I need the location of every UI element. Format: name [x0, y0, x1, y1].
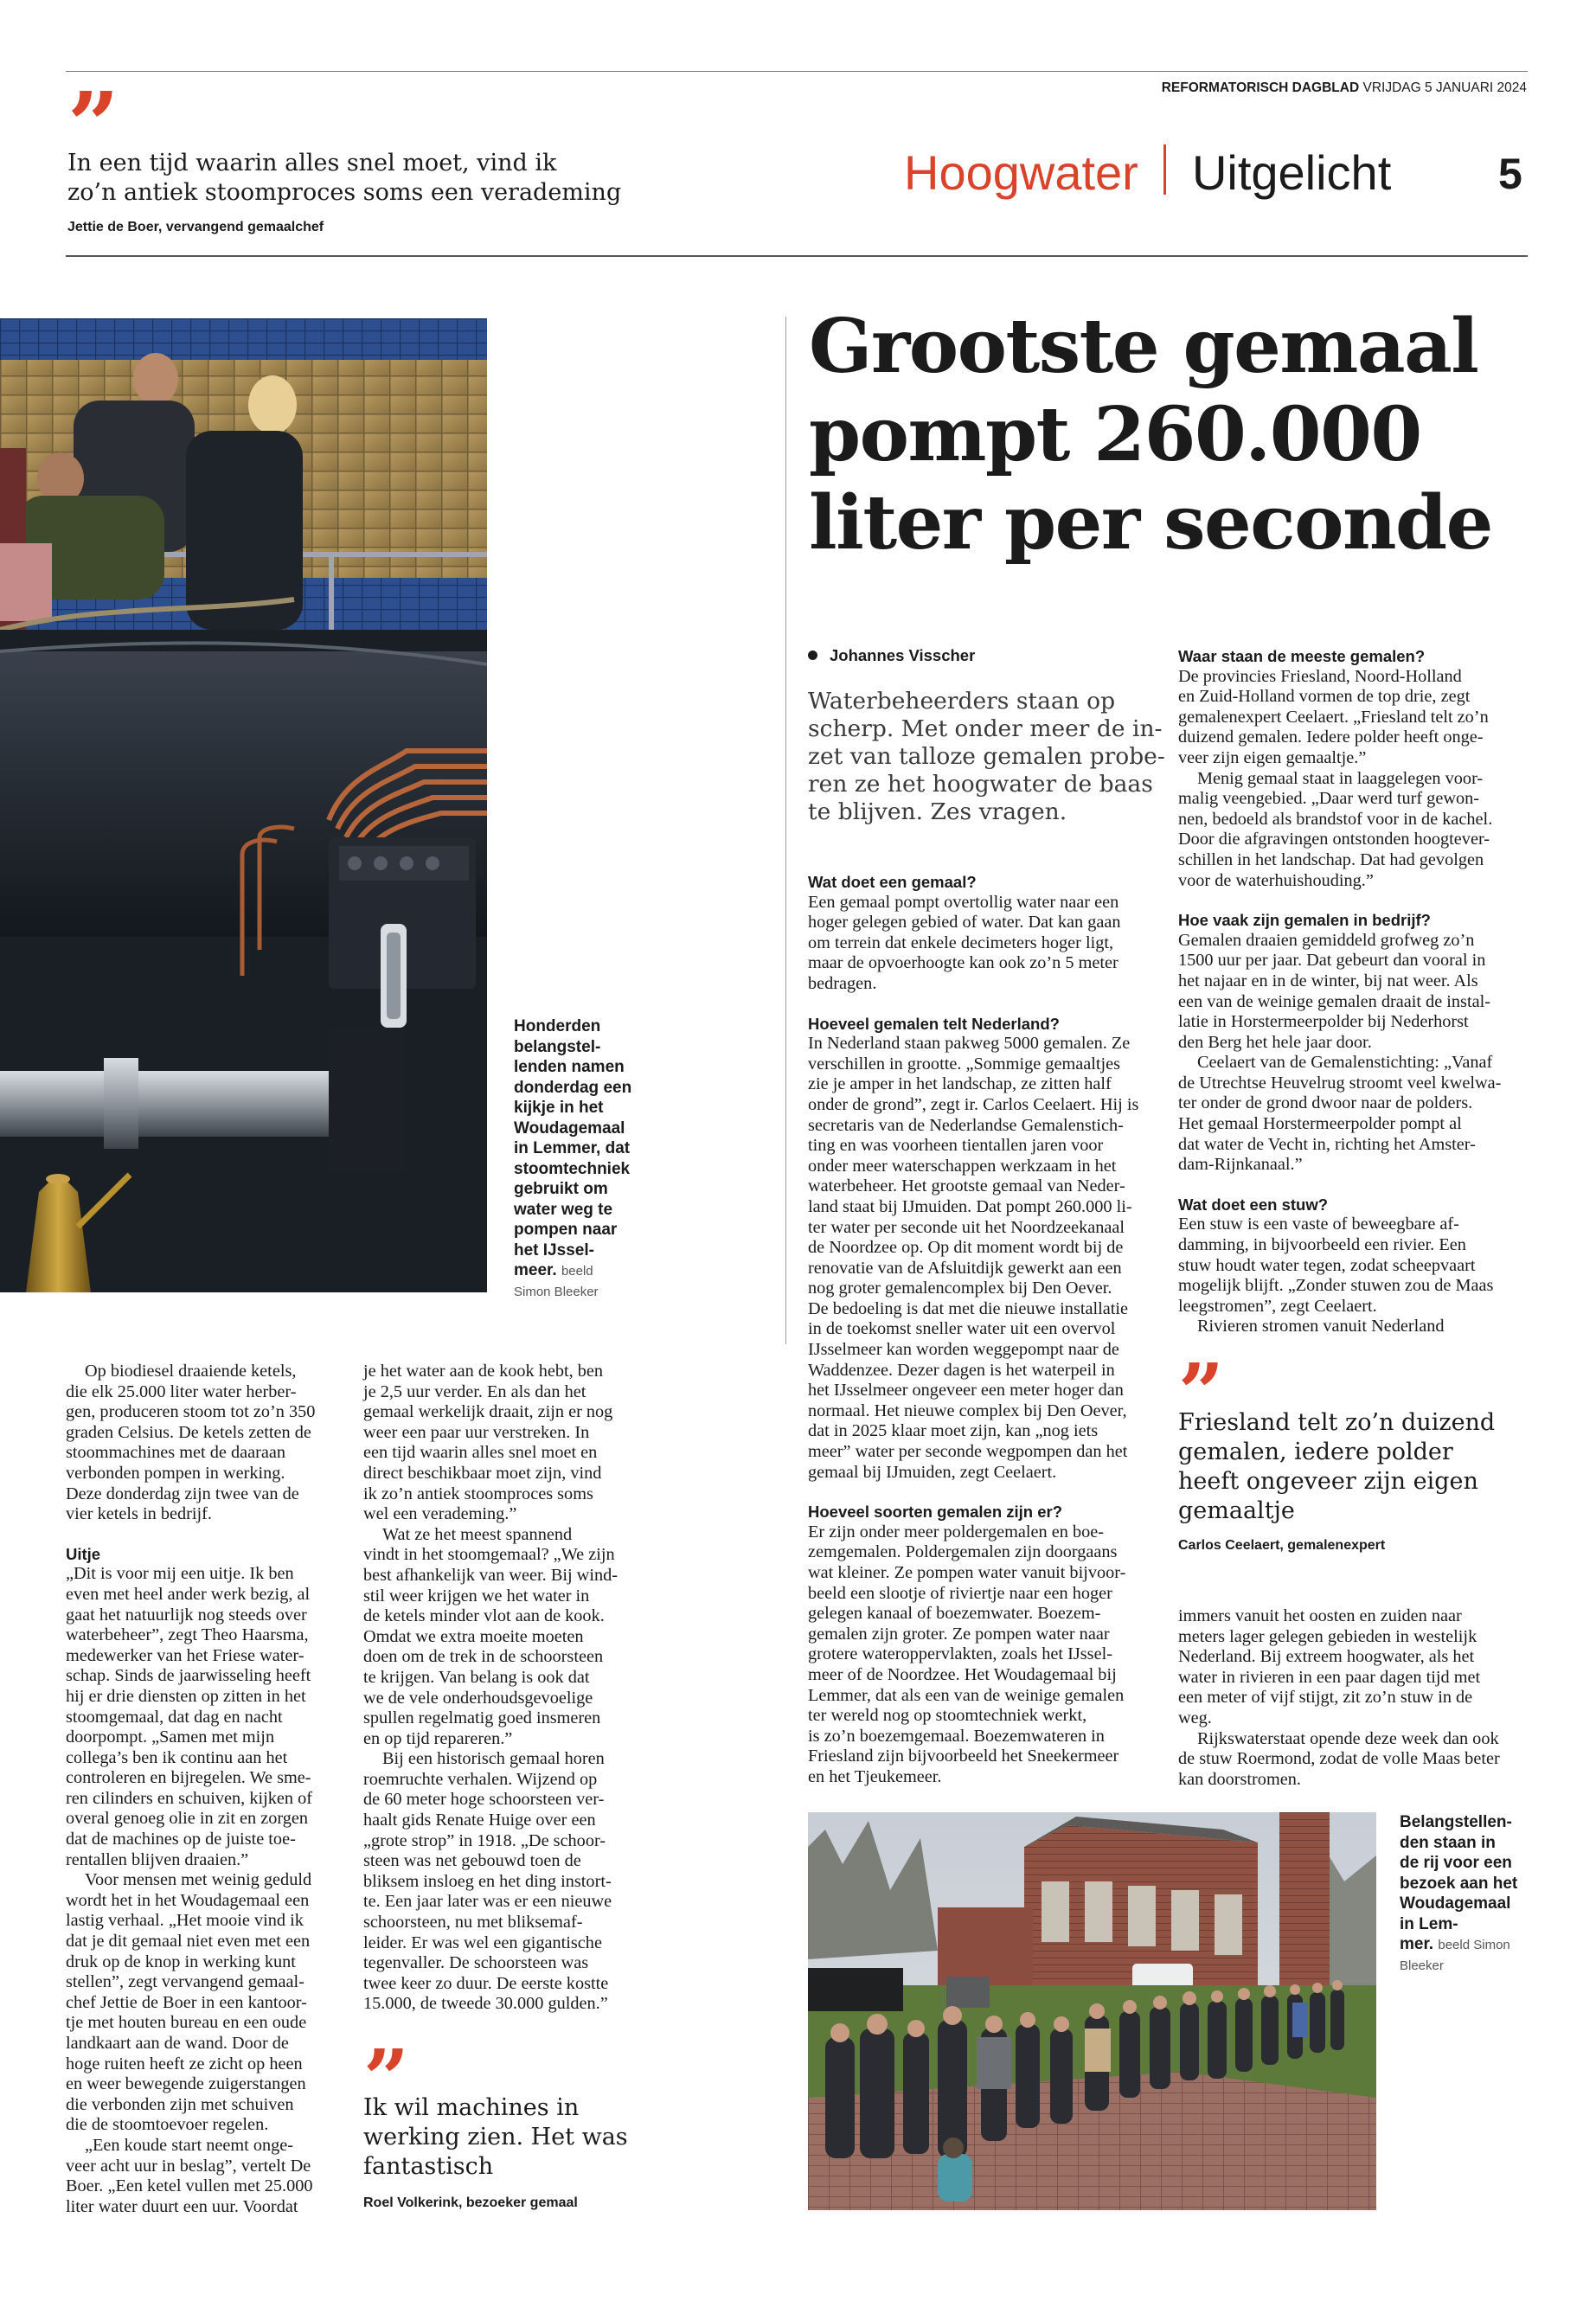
- body-line: verbonden pompen in werking.: [66, 1463, 285, 1483]
- photo2-caption-line: in Lem-: [1400, 1914, 1458, 1933]
- body-line: bedragen.: [808, 973, 877, 993]
- photo1-caption-line: Honderden: [514, 1017, 601, 1035]
- body-line: die de stoomtoevoer regelen.: [66, 2115, 269, 2135]
- body-line: 1500 uur per jaar. Dat gebeurt dan vooral in: [1178, 951, 1486, 971]
- body-line: het IJsselmeer ongeveer een meter hoger dan: [808, 1381, 1124, 1400]
- headline-line: pompt 260.000: [809, 391, 1421, 478]
- body-line: de ketels minder vlot aan de kook.: [363, 1606, 605, 1626]
- photo1-caption-line: pompen naar: [514, 1221, 618, 1239]
- body-line: dat de machines op de juiste toe-: [66, 1830, 296, 1849]
- body-line: tegenvaller. De schoorsteen was: [363, 1953, 589, 1973]
- bottom-quote-mark: ”: [363, 2032, 409, 2125]
- body-line: mogelijk blijft. „Zonder stuwen zou de Maas: [1178, 1276, 1494, 1296]
- photo2-caption-line: den staan in: [1400, 1833, 1496, 1852]
- body-line: doen om de trek in de schoorsteen: [363, 1647, 604, 1667]
- body-line: ter wereld nog op stoomtechniek werkt,: [808, 1706, 1087, 1726]
- body-line: best afhankelijk van weer. Bij wind-: [363, 1565, 618, 1585]
- body-line: voor de waterhuishouding.”: [1178, 870, 1374, 890]
- photo1-caption: [514, 1016, 644, 1302]
- body-line: maar de opvoerhoogte kan ook zo’n 5 meter: [808, 953, 1118, 973]
- body-line: chef Jettie de Boer in een kantoor-: [66, 1992, 307, 2012]
- top-rule: [66, 71, 1528, 72]
- body-line: waterbeheer. Het grootste gemaal van Neder-: [808, 1176, 1125, 1196]
- mid-quote-attribution: Carlos Ceelaert, gemalenexpert: [1178, 1538, 1386, 1553]
- top-quote-line: zo’n antiek stoomproces soms een verademing: [67, 179, 622, 206]
- body-line: leider. Er was wel een gigantische: [363, 1932, 602, 1952]
- body-line: steen was net gebouwd toen de: [363, 1851, 581, 1871]
- body-line: en op tijd repareren.”: [363, 1728, 513, 1748]
- body-line: Een stuw is een vaste of beweegbare af-: [1178, 1215, 1459, 1234]
- body-line: stoomgemaal, dat dag en nacht: [66, 1707, 283, 1727]
- body-line: Rivieren stromen vanuit Nederland: [1197, 1317, 1445, 1336]
- body-line: land staat bij IJmuiden. Dat pompt 260.000 li-: [808, 1196, 1132, 1216]
- top-quote-text: [67, 149, 621, 208]
- body-line: Gemalen draaien gemiddeld grofweg zo’n: [1178, 930, 1475, 950]
- headline-vertical-rule: [785, 317, 786, 1344]
- body-line: secretaris van de Nederlandse Gemalenstich-: [808, 1115, 1124, 1135]
- body-line: Rijkswaterstaat opende deze week dan ook: [1197, 1728, 1499, 1748]
- body-line: verschillen in grootte. „Sommige gemaaltjes: [808, 1054, 1121, 1074]
- body-line: Er zijn onder meer poldergemalen en boe-: [808, 1522, 1105, 1541]
- body-line: zie je amper in het landschap, ze zitten half: [808, 1074, 1112, 1094]
- column-b: [363, 1362, 649, 2015]
- body-line: Nederland. Bij extreem hoogwater, als het: [1178, 1647, 1475, 1667]
- body-line: roemruchte verhalen. Wijzend op: [363, 1769, 598, 1789]
- photo2-caption-line: mer.: [1400, 1935, 1434, 1953]
- body-line: hoge ruiten heeft ze zicht op heen: [66, 2054, 303, 2073]
- body-line: gelegen kanaal of boezemwater. Boezem-: [808, 1604, 1101, 1624]
- body-line: dam-Rijnkanaal.”: [1178, 1155, 1303, 1175]
- body-line: duizend gemalen. Iedere polder heeft onge-: [1178, 727, 1484, 747]
- body-line: wat kleiner. Ze pompen water vanuit bijvoor-: [808, 1563, 1126, 1582]
- photo-queue: [808, 1812, 1376, 2210]
- body-line: „Dit is voor mij een uitje. Ik ben: [66, 1564, 294, 1584]
- body-line: Deze donderdag zijn twee van de: [66, 1484, 299, 1503]
- body-line: we de vele onderhoudsgevoelige: [363, 1688, 593, 1708]
- header-rule: [66, 255, 1528, 257]
- body-line: 15.000, de tweede 30.000 gulden.”: [363, 1994, 608, 2014]
- photo1-caption-line: water weg te: [514, 1200, 613, 1219]
- bottom-quote-attribution: Roel Volkerink, bezoeker gemaal: [363, 2195, 578, 2210]
- body-line: is zo’n boezemgemaal. Boezemwateren in: [808, 1726, 1105, 1746]
- byline-bullet: [808, 651, 817, 660]
- body-line: controleren en bijregelen. We sme-: [66, 1768, 311, 1788]
- body-line: veer acht uur in beslag”, vertelt De: [66, 2156, 311, 2176]
- body-line: meters lager gelegen gebieden in westelijk: [1178, 1626, 1477, 1646]
- photo1-caption-line: Woudagemaal: [514, 1118, 625, 1138]
- headline-line: liter per seconde: [809, 479, 1492, 567]
- body-line: de Noordzee op. Op dit moment wordt bij de: [808, 1238, 1124, 1258]
- column-d-continued: [1178, 1606, 1524, 1790]
- body-line: onder meer waterschappen werkzaam in het: [808, 1156, 1117, 1176]
- photo1-caption-line: stoomtechniek: [514, 1159, 631, 1178]
- mid-quote-line: gemaaltje: [1178, 1497, 1295, 1524]
- paragraph-gap: [808, 995, 1154, 1014]
- body-line: spullen regelmatig goed insmeren: [363, 1708, 601, 1728]
- body-line: het najaar en in de winter, bij nat weer. Als: [1178, 971, 1478, 990]
- photo2-credit: beeld Simon: [1438, 1938, 1510, 1952]
- body-line: gen, produceren stoom tot zo’n 350: [66, 1402, 316, 1422]
- body-line: doorpompt. „Samen met mijn: [66, 1727, 275, 1747]
- body-line: te krijgen. Van belang is ook dat: [363, 1667, 590, 1687]
- body-line: „grote strop” in 1918. „De schoor-: [363, 1830, 606, 1850]
- intro-line: scherp. Met onder meer de in-: [808, 715, 1163, 742]
- body-line: dat water de Vecht in, richting het Amster-: [1178, 1134, 1476, 1154]
- body-line: ter water per seconde uit het Noordzeekanaal: [808, 1217, 1125, 1237]
- body-line: wel een verademing.”: [363, 1504, 517, 1524]
- body-line: de stuw Roermond, zodat de volle Maas beter: [1178, 1749, 1500, 1769]
- column-d: [1178, 646, 1524, 1337]
- mid-quote-text: [1178, 1408, 1495, 1526]
- body-line: tje met houten bureau en een oude: [66, 2013, 307, 2033]
- column-a: [66, 1362, 360, 2217]
- photo1-caption-line: donderdag een: [514, 1078, 632, 1097]
- body-line: dat je dit gemaal niet even met een: [66, 1932, 311, 1952]
- body-line: gemaal bij IJmuiden, zegt Ceelaert.: [808, 1462, 1057, 1482]
- top-quote-attribution: Jettie de Boer, vervangend gemaalchef: [67, 220, 324, 234]
- body-line: stil weer krijgen we het water in: [363, 1586, 590, 1606]
- body-line: gaat het natuurlijk nog steeds over: [66, 1605, 307, 1625]
- body-line: een tijd waarin alles snel moet en: [363, 1443, 598, 1463]
- body-line: dat in 2025 klaar moet zijn, kan „nog iets: [808, 1421, 1099, 1441]
- mid-quote-line: Friesland telt zo’n duizend: [1178, 1409, 1496, 1436]
- mid-quote-mark: ”: [1178, 1346, 1224, 1439]
- headline-line: Grootste gemaal: [809, 303, 1478, 390]
- photo1-credit-name: Simon Bleeker: [514, 1284, 599, 1299]
- body-line: die elk 25.000 liter water herber-: [66, 1381, 297, 1401]
- intro-line: te blijven. Zes vragen.: [808, 798, 1067, 825]
- photo2-caption-line: Woudagemaal: [1400, 1894, 1511, 1913]
- body-line: Friesland zijn bijvoorbeeld het Sneekermeer: [808, 1747, 1119, 1766]
- body-line: immers vanuit het oosten en zuiden naar: [1178, 1606, 1462, 1625]
- photo-steam-engine: [0, 318, 487, 1292]
- intro-line: ren ze het hoogwater de baas: [808, 771, 1153, 798]
- body-line: en Zuid-Holland vormen de top drie, zegt: [1178, 687, 1471, 707]
- body-line: ik zo’n antiek stoomproces soms: [363, 1484, 593, 1503]
- body-line: Waddenzee. Dezer dagen is het waterpeil in: [808, 1360, 1115, 1380]
- bottom-quote-line: Ik wil machines in: [363, 2094, 580, 2121]
- body-line: De provincies Friesland, Noord-Holland: [1178, 666, 1462, 686]
- body-line: stuw houdt water tegen, zodat scheepvaart: [1178, 1255, 1476, 1275]
- body-line: overal genoeg olie in zit en zorgen: [66, 1809, 309, 1829]
- body-line: die verbonden zijn met schuiven: [66, 2094, 294, 2114]
- photo-steam-engine-image: [0, 318, 487, 1292]
- paper-name: REFORMATORISCH DAGBLAD: [1161, 80, 1360, 95]
- body-line: wordt het in het Woudagemaal een: [66, 1890, 310, 1910]
- section-title: Hoogwater: [904, 145, 1138, 200]
- bottom-quote-line: fantastisch: [363, 2153, 494, 2180]
- photo1-caption-line: kijkje in het: [514, 1099, 604, 1117]
- photo1-caption-line: meer.: [514, 1261, 557, 1279]
- paragraph-gap: [1178, 891, 1524, 910]
- body-line: schap. Sinds de jaarwisseling heeft: [66, 1666, 311, 1686]
- paragraph-gap: [66, 1525, 360, 1544]
- body-line: gemalen zijn groter. Ze pompen water naar: [808, 1624, 1110, 1644]
- paragraph-gap: [1178, 1176, 1524, 1195]
- photo2-caption-line: bezoek aan het: [1400, 1874, 1518, 1893]
- bottom-quote-line: werking zien. Het was: [363, 2124, 628, 2150]
- body-line: en weer bewegende zuigerstangen: [66, 2074, 306, 2094]
- body-line: meer of de Noordzee. Het Woudagemaal bij: [808, 1664, 1117, 1684]
- body-line: IJsselmeer kan worden weggepompt naar de: [808, 1340, 1119, 1360]
- body-line: bliksem insloeg en het ding instort-: [363, 1871, 612, 1891]
- subheading: Waar staan de meeste gemalen?: [1178, 647, 1426, 665]
- body-line: Bij een historisch gemaal horen: [382, 1749, 605, 1769]
- body-line: de 60 meter hoge schoorsteen ver-: [363, 1790, 605, 1810]
- body-line: liter water duurt een uur. Voordat: [66, 2196, 298, 2216]
- subsection-title: Uitgelicht: [1191, 145, 1392, 200]
- subheading: Uitje: [66, 1544, 101, 1563]
- body-line: lastig verhaal. „Het mooie vind ik: [66, 1911, 304, 1931]
- photo2-caption-line: de rij voor een: [1400, 1854, 1512, 1872]
- intro-line: zet van talloze gemalen probe-: [808, 743, 1165, 770]
- body-line: haalt gids Renate Huige over een: [363, 1811, 596, 1830]
- subheading: Wat doet een gemaal?: [808, 873, 977, 891]
- body-line: schoorsteen, nu met bliksemaf-: [363, 1913, 583, 1932]
- body-line: te. Een jaar later was er een nieuwe: [363, 1892, 612, 1912]
- section-heading: [904, 138, 1391, 208]
- body-line: even met heel ander werk bezig, al: [66, 1584, 311, 1604]
- intro: [808, 688, 1165, 826]
- photo1-caption-line: het IJssel-: [514, 1240, 594, 1259]
- intro-line: Waterbeheerders staan op: [808, 688, 1116, 715]
- body-line: Wat ze het meest spannend: [382, 1524, 573, 1544]
- subheading: Hoe vaak zijn gemalen in bedrijf?: [1178, 911, 1431, 930]
- body-line: Een gemaal pompt overtollig water naar een: [808, 892, 1119, 912]
- body-line: nen, bedoeld als brandstof voor in de kachel.: [1178, 809, 1493, 829]
- body-line: malig veengebied. „Daar werd turf gewon-: [1178, 789, 1480, 809]
- photo1-caption-line: lenden namen: [514, 1058, 625, 1076]
- photo1-caption-line: belangstel-: [514, 1037, 601, 1056]
- photo2-caption-line: Belangstellen-: [1400, 1813, 1512, 1831]
- paragraph-gap: [808, 1483, 1154, 1502]
- body-line: latie in Horstermeerpolder bij Nederhorst: [1178, 1012, 1469, 1032]
- body-line: Menig gemaal staat in laaggelegen voor-: [1197, 768, 1484, 788]
- body-line: vier ketels in bedrijf.: [66, 1504, 212, 1524]
- body-line: meer” water per seconde wegpompen dan het: [808, 1442, 1128, 1462]
- body-line: om terrein dat enkele decimeters hoger ligt,: [808, 933, 1114, 952]
- body-line: den Berg het hele jaar door.: [1178, 1032, 1372, 1052]
- page-number: 5: [1498, 150, 1522, 198]
- body-line: ting en was voorheen tientallen jaren voor: [808, 1136, 1104, 1156]
- bottom-quote-text: [363, 2093, 628, 2182]
- body-line: schillen in het landschap. Dat had gevolgen: [1178, 849, 1484, 869]
- photo2-credit-name: Bleeker: [1400, 1958, 1444, 1973]
- issue-date: VRIJDAG 5 JANUARI 2024: [1362, 80, 1527, 95]
- body-line: je het water aan de kook hebt, ben: [363, 1362, 604, 1381]
- photo1-caption-line: in Lemmer, dat: [514, 1139, 631, 1157]
- body-line: damming, in bijvoorbeeld een rivier. Een: [1178, 1235, 1466, 1255]
- body-line: ter onder de grond dwoor naar de polders.: [1178, 1093, 1473, 1113]
- body-line: weg.: [1178, 1708, 1212, 1727]
- body-line: vindt in het stoomgemaal? „We zijn: [363, 1545, 615, 1565]
- body-line: Voor mensen met weinig geduld: [85, 1870, 312, 1890]
- subheading: Wat doet een stuw?: [1178, 1195, 1329, 1214]
- body-line: gemaal werkelijk draait, zijn er nog: [363, 1402, 613, 1422]
- body-line: en het Tjeukemeer.: [808, 1766, 942, 1786]
- byline-author: Johannes Visscher: [830, 646, 976, 664]
- body-line: graden Celsius. De ketels zetten de: [66, 1422, 311, 1442]
- section-divider: [1163, 144, 1166, 195]
- body-line: nog groter gemalencomplex bij Den Oever.: [808, 1279, 1112, 1298]
- body-line: grotere wateroppervlakten, zoals het IJssel-: [808, 1644, 1112, 1664]
- body-line: zemgemalen. Poldergemalen zijn doorgaans: [808, 1542, 1118, 1562]
- body-line: beeld een slootje of riviertje naar een hoger: [808, 1583, 1112, 1603]
- body-line: onder de grond”, zegt ir. Carlos Ceelaert. Hij is: [808, 1094, 1139, 1114]
- body-line: je 2,5 uur verder. En als dan het: [363, 1381, 586, 1401]
- mid-quote-line: gemalen, iedere polder: [1178, 1439, 1453, 1465]
- body-line: stellen”, zegt vervangend gemaal-: [66, 1972, 304, 1992]
- body-line: waterbeheer”, zegt Theo Haarsma,: [66, 1625, 309, 1645]
- body-line: In Nederland staan pakweg 5000 gemalen. Ze: [808, 1034, 1131, 1054]
- body-line: leegstromen”, zegt Ceelaert.: [1178, 1296, 1377, 1316]
- body-line: de Utrechtse Heuvelrug stroomt veel kwelwa-: [1178, 1073, 1502, 1093]
- top-quote-line: In een tijd waarin alles snel moet, vind ik: [67, 150, 557, 176]
- photo1-credit: beeld: [561, 1264, 593, 1279]
- body-line: „Een koude start neemt onge-: [85, 2135, 294, 2155]
- body-line: hij er drie diensten op zitten in het: [66, 1686, 306, 1706]
- byline: [808, 646, 975, 665]
- body-line: De bedoeling is dat met die nieuwe installatie: [808, 1298, 1129, 1318]
- headline: [809, 303, 1492, 567]
- column-c: [808, 872, 1154, 1788]
- mid-quote-line: heeft ongeveer zijn eigen: [1178, 1468, 1478, 1495]
- body-line: Het gemaal Horstermeerpolder pompt al: [1178, 1114, 1462, 1134]
- body-line: ren cilinders en schuiven, kijken of: [66, 1788, 312, 1808]
- body-line: kan doorstromen.: [1178, 1769, 1301, 1789]
- body-line: een van de weinige gemalen draait de instal-: [1178, 991, 1490, 1011]
- body-line: Boer. „Een ketel vullen met 25.000: [66, 2176, 313, 2196]
- body-line: een meter of vijf stijgt, zit zo’n stuw in de: [1178, 1688, 1473, 1708]
- body-line: in de toekomst sneller water uit een overvol: [808, 1319, 1116, 1339]
- body-line: Lemmer, dat als een van de weinige gemalen: [808, 1685, 1125, 1705]
- body-line: normaal. Het nieuwe complex bij Den Oever,: [808, 1400, 1127, 1420]
- body-line: druk op de knop in werking kunt: [66, 1952, 296, 1971]
- body-line: Door die afgravingen ontstonden hoogtever-: [1178, 830, 1490, 849]
- photo2-caption: [1400, 1812, 1529, 1976]
- body-line: stoommachines met de daaraan: [66, 1443, 285, 1463]
- dateline: [1162, 80, 1527, 96]
- body-line: Omdat we extra moeite moeten: [363, 1626, 584, 1646]
- subheading: Hoeveel gemalen telt Nederland?: [808, 1014, 1060, 1033]
- body-line: twee keer zo duur. De eerste kostte: [363, 1973, 609, 1993]
- body-line: veer zijn eigen gemaaltje.”: [1178, 747, 1367, 767]
- body-line: weer een paar uur verstreken. In: [363, 1422, 590, 1442]
- body-line: hoger gelegen gebied of water. Dat kan gaan: [808, 913, 1121, 933]
- body-line: Op biodiesel draaiende ketels,: [85, 1362, 297, 1381]
- body-line: Ceelaert van de Gemalenstichting: „Vanaf: [1197, 1053, 1493, 1073]
- photo-queue-image: [808, 1812, 1376, 2210]
- body-line: renovatie van de Afsluitdijk gewerkt aan een: [808, 1258, 1122, 1278]
- body-line: rentallen blijven draaien.”: [66, 1849, 249, 1869]
- subheading: Hoeveel soorten gemalen zijn er?: [808, 1503, 1063, 1522]
- body-line: gemalenexpert Ceelaert. „Friesland telt zo’n: [1178, 707, 1489, 727]
- body-line: landkaart aan de wand. Door de: [66, 2034, 289, 2053]
- photo1-caption-line: gebruikt om: [514, 1180, 608, 1198]
- body-line: collega’s ben ik continu aan het: [66, 1747, 288, 1767]
- body-line: direct beschikbaar moet zijn, vind: [363, 1463, 602, 1483]
- body-line: water in rivieren in een paar dagen tijd met: [1178, 1667, 1481, 1687]
- top-quote-mark: ”: [67, 72, 119, 178]
- body-line: medewerker van het Friese water-: [66, 1645, 304, 1665]
